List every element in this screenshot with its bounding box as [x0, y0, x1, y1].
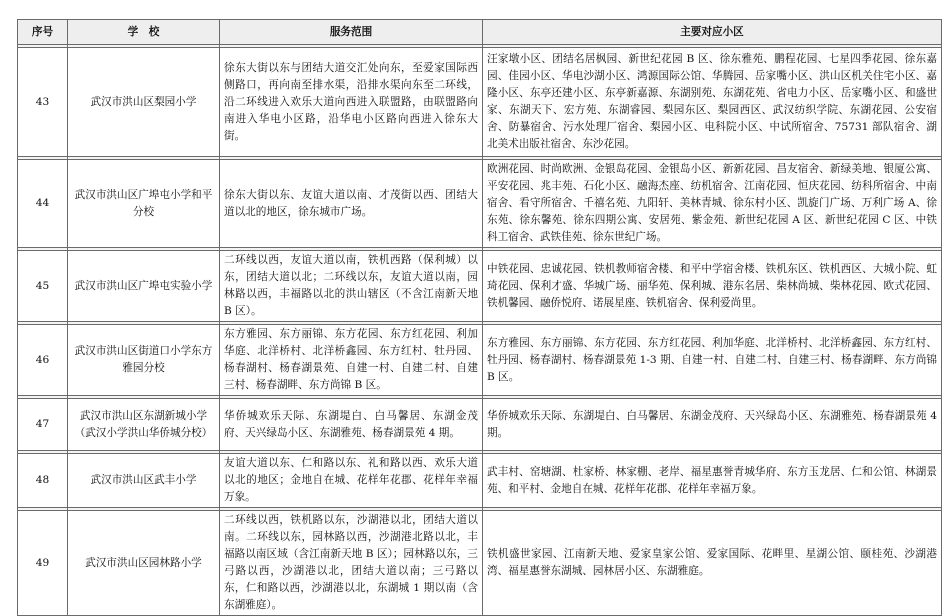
- header-school: 学 校: [68, 20, 220, 45]
- header-no: 序号: [18, 20, 68, 45]
- table-row: [18, 48, 942, 157]
- table-row: [18, 454, 942, 508]
- cell-no: 46: [18, 325, 68, 396]
- cell-area: 华侨城欢乐天际、东湖堤白、白马馨居、东湖金茂府、天兴绿岛小区、东湖雅苑、杨春湖景苑 4 期。: [483, 399, 942, 451]
- table-row: [18, 511, 942, 616]
- cell-school: 武汉市洪山区东湖新城小学（武汉小学洪山华侨城分校）: [68, 399, 220, 451]
- header-range: 服务范围: [220, 20, 483, 45]
- cell-range: 徐东大街以东与团结大道交汇处向东，至爱家国际西侧路口，再向南至排水渠，沿排水渠向东至二环线，沿二环线进入欢乐大道向西进入联盟路，由联盟路向南进入华电小区路，沿华电小区路向西进入徐东大街。: [220, 48, 483, 157]
- cell-no: 48: [18, 454, 68, 508]
- cell-range: 东方雅园、东方丽锦、东方花园、东方红花园、利加华庭、北洋桥村、北洋桥鑫园、东方红村、牡丹园、杨春湖村、杨春湖景苑、自建一村、自建二村、自建三村、杨春湖畔、东方尚锦 B 区。: [220, 325, 483, 396]
- cell-no: 44: [18, 160, 68, 248]
- cell-school: 武汉市洪山区广埠屯小学和平分校: [68, 160, 220, 248]
- cell-range: 华侨城欢乐天际、东湖堤白、白马馨居、东湖金茂府、天兴绿岛小区、东湖雅苑、杨春湖景苑 4 期。: [220, 399, 483, 451]
- cell-area: 汪家墩小区、团结名居枫园、新世纪花园 B 区、徐东雅苑、鹏程花园、七星四季花园、徐东嘉园、佳园小区、华电沙湖小区、鸿源国际公馆、华腾园、岳家嘴小区、洪山区机关住宅小区、嘉隆小区、东亭还建小区、东亭新嘉源、东湖别苑、东湖花苑、省电力小区、岳家嘴小区、和盛世家、东湖天下、宏方苑、东湖睿园、梨园东区、梨园西区、武汉纺织学院、东湖花园、公安宿舍、防暴宿舍、污水处理厂宿舍、梨园小区、电科院小区、中试所宿舍、75731 部队宿舍、湖北美术出版社宿舍、东沙花园。: [483, 48, 942, 157]
- cell-school: 武汉市洪山区广埠屯实验小学: [68, 251, 220, 322]
- cell-school: 武汉市洪山区武丰小学: [68, 454, 220, 508]
- cell-range: 二环线以西，铁机路以东，沙湖港以北，团结大道以南。二环线以东，园林路以西，沙湖港北路以北，丰福路以南区域（含江南新天地 B 区）；园林路以东，三弓路以西，沙湖港以北，团结大道以南；三弓路以东，仁和路以西，沙湖港以北，东湖城 1 期以南（含东湖雅庭）。: [220, 511, 483, 616]
- cell-school: 武汉市洪山区园林路小学: [68, 511, 220, 616]
- cell-no: 45: [18, 251, 68, 322]
- cell-area: 铁机盛世家园、江南新天地、爱家皇家公馆、爱家国际、花畔里、星湖公馆、颐桂苑、沙湖港湾、福星惠誉东湖城、园林居小区、东湖雅庭。: [483, 511, 942, 616]
- header-area: 主要对应小区: [483, 20, 942, 45]
- table-row: [18, 325, 942, 396]
- header-row: [18, 20, 942, 45]
- school-district-table: [17, 19, 942, 616]
- cell-area: 武丰村、窑塘湖、杜家桥、林家棚、老岸、福星惠誉青城华府、东方玉龙居、仁和公馆、林湖景苑、和平村、金地自在城、花样年花郡、花样年幸福万象。: [483, 454, 942, 508]
- cell-school: 武汉市洪山区梨园小学: [68, 48, 220, 157]
- cell-area: 中铁花园、忠诚花园、铁机教师宿舍楼、和平中学宿舍楼、铁机东区、铁机西区、大城小院、虹琦花园、保利才盛、华城广场、丽华苑、保利城、港东名居、柴林尚城、柴林花园、欧式花园、铁机馨园、融侨悦府、诺展星座、铁机宿舍、保利爱尚里。: [483, 251, 942, 322]
- cell-school: 武汉市洪山区街道口小学东方雅园分校: [68, 325, 220, 396]
- table-row: [18, 399, 942, 451]
- cell-area: 东方雅园、东方丽锦、东方花园、东方红花园、利加华庭、北洋桥村、北洋桥鑫园、东方红村、牡丹园、杨春湖村、杨春湖景苑 1-3 期、自建一村、自建二村、自建三村、杨春湖畔、东方尚锦 B 区。: [483, 325, 942, 396]
- cell-no: 43: [18, 48, 68, 157]
- table-row: [18, 160, 942, 248]
- cell-no: 49: [18, 511, 68, 616]
- cell-range: 友谊大道以东、仁和路以东、礼和路以西、欢乐大道以北的地区；金地自在城、花样年花郡、花样年幸福万象。: [220, 454, 483, 508]
- cell-no: 47: [18, 399, 68, 451]
- table-row: [18, 251, 942, 322]
- cell-range: 二环线以西，友谊大道以南，铁机西路（保利城）以东，团结大道以北；二环线以东，友谊大道以南，园林路以西，丰福路以北的洪山辖区（不含江南新天地 B 区）。: [220, 251, 483, 322]
- cell-range: 徐东大街以东、友谊大道以南、才茂街以西、团结大道以北的地区，徐东城市广场。: [220, 160, 483, 248]
- cell-area: 欧洲花园、时尚欧洲、金银岛花园、金银岛小区、新新花园、昌友宿舍、新绿美地、银厦公寓、平安花园、兆丰苑、石化小区、融海杰座、纺机宿舍、江南花园、恒庆花园、纺科所宿舍、中南宿舍、看守所宿舍、千禧名苑、九阳轩、美林青城、徐东村小区、凯旋门广场、万利广场 A、徐东苑、徐东馨苑、徐东四期公寓、安居苑、紫金苑、新世纪花园 A 区、新世纪花园 C 区、中铁科工宿舍、武铁佳苑、徐东世纪广场。: [483, 160, 942, 248]
